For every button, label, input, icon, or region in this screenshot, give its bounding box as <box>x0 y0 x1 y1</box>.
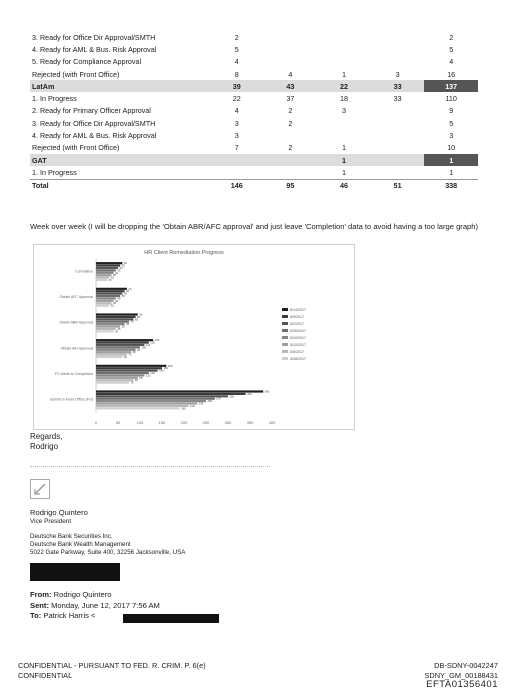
table-row <box>30 68 478 80</box>
row-value <box>317 129 371 141</box>
chart-data-label: 110 <box>145 342 151 347</box>
row-value <box>371 105 425 117</box>
chart-bar <box>96 354 127 356</box>
row-value: 10 <box>447 143 456 153</box>
status-table <box>30 31 478 192</box>
chart-category-label: Obtain ABR Approval <box>59 320 93 325</box>
chart-data-label: 140 <box>159 368 164 373</box>
chart-data-label: 230 <box>198 401 204 406</box>
row-value: 146 <box>210 179 264 192</box>
chart-data-label: 35 <box>112 273 117 278</box>
table-row <box>30 179 478 192</box>
chart-data-label: 85 <box>134 317 139 322</box>
chart-bar <box>96 293 122 295</box>
chart-legend-swatch <box>282 315 288 318</box>
row-value <box>264 56 318 68</box>
signature-company-1: Deutsche Bank Securities Inc. <box>30 533 113 540</box>
row-value: 3 <box>341 106 346 116</box>
row-value: 3 <box>395 69 400 79</box>
row-label: 1. In Progress <box>32 167 77 177</box>
chart-data-label: 25 <box>108 277 112 282</box>
row-label: Rejected (with Front Office) <box>32 69 120 79</box>
chart-data-label: 90 <box>137 347 141 352</box>
row-value: 4 <box>449 57 454 67</box>
chart-legend-label: 6/2/2017 <box>290 322 304 326</box>
table-row <box>30 117 478 129</box>
chart-bar <box>96 372 149 374</box>
progress-chart-svg <box>34 245 354 429</box>
row-value <box>317 43 371 55</box>
chart-bar <box>96 272 114 274</box>
chart-data-label: 75 <box>130 319 134 324</box>
chart-data-label: 40 <box>115 270 119 275</box>
chart-bar <box>96 379 133 381</box>
chart-data-label: 50 <box>119 265 123 270</box>
footer-efta: EFTA01356401 <box>426 679 498 690</box>
row-value <box>210 166 264 179</box>
chart-data-label: 65 <box>126 322 130 327</box>
chart-data-label: 120 <box>150 371 155 376</box>
row-label: 5. Ready for Compliance Approval <box>32 57 142 67</box>
chart-bar <box>96 302 111 304</box>
row-value <box>371 129 425 141</box>
row-value: 4 <box>234 57 239 67</box>
chart-category-label: Obtain AID Approval <box>60 346 93 351</box>
row-value: 5 <box>234 44 239 54</box>
chart-legend-swatch <box>282 308 288 311</box>
chart-data-label: 95 <box>139 312 143 317</box>
chart-bar <box>96 279 107 281</box>
chart-data-label: 40 <box>115 298 119 303</box>
regards-name: Rodrigo <box>30 442 59 451</box>
row-value: 338 <box>424 179 478 192</box>
chart-bar <box>96 328 116 330</box>
chart-x-tick: 50 <box>115 420 121 425</box>
email-to: To: Patrick Harris < <box>30 611 96 620</box>
email-sent: Sent: Monday, June 12, 2017 7:56 AM <box>30 600 160 610</box>
row-value <box>371 117 425 129</box>
row-value: 7 <box>234 143 239 153</box>
row-label: 4. Ready for AML & Bus. Risk Approval <box>32 44 157 54</box>
chart-legend-label: 6/14/2017 <box>290 308 306 312</box>
row-value: 22 <box>232 94 241 104</box>
footer-confidential-1: CONFIDENTIAL - PURSUANT TO FED. R. CRIM. P. 6(e) <box>18 661 206 670</box>
chart-data-label: 35 <box>112 301 117 306</box>
row-label: 3. Ready for Office Dir Approval/SMTH <box>32 118 156 128</box>
chart-bar <box>96 356 122 358</box>
chart-data-label: 250 <box>207 399 213 404</box>
chart-data-label: 45 <box>117 296 121 301</box>
chart-bar <box>96 300 114 302</box>
chart-bar <box>96 367 162 369</box>
chart-data-label: 95 <box>139 375 143 380</box>
row-value <box>264 154 318 166</box>
row-value: 37 <box>286 94 295 104</box>
row-value: 2 <box>288 143 293 153</box>
chart-bar <box>96 264 120 266</box>
row-value: 33 <box>371 80 425 92</box>
chart-category-label: Submit to Front Office (FO) <box>49 397 93 402</box>
row-value: 2 <box>449 32 454 42</box>
row-value: 3 <box>449 131 454 141</box>
row-value <box>264 129 318 141</box>
row-value <box>264 43 318 55</box>
table-row <box>30 105 478 117</box>
row-value: 39 <box>210 80 264 92</box>
chart-bar <box>96 344 144 346</box>
email-from: From: Rodrigo Quintero <box>30 590 112 599</box>
chart-bar <box>96 382 129 384</box>
chart-bar <box>96 321 129 323</box>
footer-left <box>18 661 206 680</box>
progress-chart <box>33 244 355 430</box>
chart-bar <box>96 277 109 279</box>
chart-bar <box>96 274 111 276</box>
row-label: Rejected (with Front Office) <box>32 143 120 153</box>
chart-bar <box>96 400 206 402</box>
row-value: 1 <box>317 154 371 166</box>
chart-bar <box>96 313 138 315</box>
table-row <box>30 43 478 55</box>
redaction-box-email <box>123 614 219 623</box>
chart-legend-swatch <box>282 350 288 353</box>
chart-data-label: 45 <box>117 326 121 331</box>
footer-confidential-2: CONFIDENTIAL <box>18 670 73 680</box>
chart-bar <box>96 407 180 409</box>
chart-data-label: 70 <box>128 286 132 291</box>
table-row <box>30 154 478 166</box>
signature-name: Rodrigo Quintero <box>30 508 88 517</box>
chart-data-label: 75 <box>130 380 134 385</box>
row-value: 1 <box>424 154 478 166</box>
chart-x-tick: 350 <box>246 420 254 425</box>
row-value: 4 <box>288 69 293 79</box>
regards-text: Regards, <box>30 432 63 441</box>
chart-data-label: 55 <box>121 294 125 299</box>
row-value: 1 <box>341 143 346 153</box>
chart-legend-label: 4/28/2017 <box>290 357 306 361</box>
row-value <box>317 117 371 129</box>
chart-data-label: 90 <box>137 314 141 319</box>
row-value: 2 <box>288 118 293 128</box>
chart-x-tick: 400 <box>268 420 276 425</box>
row-value: 5 <box>449 118 454 128</box>
chart-x-tick: 100 <box>136 420 144 425</box>
signature-street: 5022 Gate Parkway, Suite 400, 32256 Jacksonville, USA <box>30 549 186 556</box>
chart-data-label: 270 <box>216 396 221 401</box>
chart-category-label: FO Alerts to Completion <box>54 372 93 377</box>
row-label: Total <box>30 179 210 192</box>
chart-bar <box>96 405 188 407</box>
row-value: 95 <box>264 179 318 192</box>
chart-data-label: 60 <box>123 261 128 266</box>
chart-legend-label: 5/19/2017 <box>290 336 306 340</box>
chart-data-label: 45 <box>117 268 121 273</box>
chart-bar <box>96 346 140 348</box>
row-value <box>371 31 425 43</box>
chart-category-label: Cumulative <box>75 269 93 274</box>
chart-data-label: 210 <box>189 403 195 408</box>
footer-bates-2: SDNY_GM_00188431 <box>424 670 498 680</box>
table-row <box>30 142 478 154</box>
chart-bar <box>96 377 138 379</box>
row-value: 4 <box>234 106 239 116</box>
row-label: 4. Ready for AML & Bus. Risk Approval <box>32 131 157 141</box>
signature-title: Vice President <box>30 518 72 525</box>
row-value: 3 <box>234 118 239 128</box>
chart-x-tick: 150 <box>158 420 166 425</box>
chart-bar <box>96 305 109 307</box>
redaction-box <box>30 563 120 581</box>
chart-x-tick: 300 <box>224 420 232 425</box>
broken-image-icon <box>30 479 50 499</box>
signature-company-2: Deutsche Bank Wealth Management <box>30 541 131 548</box>
chart-data-label: 380 <box>264 389 270 394</box>
row-value: 2 <box>288 106 293 116</box>
row-value <box>371 142 425 154</box>
chart-bar <box>96 402 197 404</box>
row-label: 1. In Progress <box>32 94 77 104</box>
chart-bar <box>96 341 149 343</box>
table-row <box>30 31 478 43</box>
table-row <box>30 129 478 141</box>
row-value: 1 <box>341 69 346 79</box>
chart-bar <box>96 318 133 320</box>
chart-x-tick: 200 <box>180 420 188 425</box>
week-over-week-note: Week over week (I will be dropping the 'Obtain ABR/AFC approval' and just leave 'Completion' data to avoid having a too large graph) <box>30 222 479 231</box>
chart-category-label: Obtain AFC Approval <box>59 295 93 300</box>
row-label: LatAm <box>30 80 210 92</box>
chart-bar <box>96 323 125 325</box>
chart-legend-label: 5/12/2017 <box>290 343 306 347</box>
chart-data-label: 60 <box>123 291 128 296</box>
chart-data-label: 300 <box>229 394 235 399</box>
chart-bar <box>96 290 125 292</box>
chart-bar <box>96 370 158 372</box>
row-value: 9 <box>449 106 454 116</box>
chart-bar <box>96 374 144 376</box>
row-value: 3 <box>234 131 239 141</box>
chart-bar <box>96 398 215 400</box>
chart-bar <box>96 393 246 395</box>
row-value: 110 <box>445 94 457 104</box>
chart-data-label: 100 <box>141 345 147 350</box>
table-row <box>30 56 478 68</box>
chart-bar <box>96 297 116 299</box>
chart-data-label: 110 <box>145 373 151 378</box>
chart-title: HR Client Remediation Progress <box>144 250 224 256</box>
row-value <box>264 31 318 43</box>
row-value <box>371 166 425 179</box>
chart-bar <box>96 390 263 392</box>
row-value: 46 <box>317 179 371 192</box>
chart-data-label: 30 <box>110 303 114 308</box>
table-row <box>30 80 478 92</box>
chart-legend-swatch <box>282 343 288 346</box>
chart-legend-label: 5/26/2017 <box>290 329 306 333</box>
chart-data-label: 65 <box>126 289 130 294</box>
row-value <box>371 56 425 68</box>
chart-data-label: 340 <box>247 391 252 396</box>
row-value: 22 <box>317 80 371 92</box>
chart-data-label: 190 <box>181 406 186 411</box>
chart-legend-swatch <box>282 329 288 332</box>
chart-legend-label: 5/5/2017 <box>290 350 304 354</box>
chart-data-label: 55 <box>121 263 125 268</box>
row-value <box>264 166 318 179</box>
chart-bar <box>96 365 166 367</box>
chart-data-label: 120 <box>150 340 155 345</box>
row-value: 1 <box>449 167 454 177</box>
row-value: 5 <box>449 44 454 54</box>
signature-address <box>30 533 185 557</box>
footer-right <box>424 661 498 690</box>
row-value: 51 <box>371 179 425 192</box>
chart-bar <box>96 288 127 290</box>
chart-data-label: 130 <box>154 338 160 343</box>
chart-data-label: 150 <box>163 366 169 371</box>
chart-data-label: 30 <box>110 275 114 280</box>
chart-legend-swatch <box>282 336 288 339</box>
row-value: 1 <box>341 167 346 177</box>
chart-data-label: 80 <box>132 350 136 355</box>
row-value <box>317 31 371 43</box>
row-value <box>317 56 371 68</box>
row-label: 2. Ready for Primary Officer Approval <box>32 106 151 116</box>
chart-data-label: 70 <box>128 352 132 357</box>
row-value: 43 <box>264 80 318 92</box>
row-value <box>210 154 264 166</box>
chart-bar <box>96 395 228 397</box>
chart-bar <box>96 262 122 264</box>
row-label: 3. Ready for Office Dir Approval/SMTH <box>32 32 156 42</box>
row-value: 18 <box>339 94 348 104</box>
row-value: 137 <box>424 80 478 92</box>
chart-x-tick: 250 <box>202 420 210 425</box>
row-value: 16 <box>447 69 456 79</box>
footer-bates-1: DB-SDNY-0042247 <box>434 661 498 670</box>
chart-bar <box>96 339 153 341</box>
chart-data-label: 160 <box>167 363 173 368</box>
signature-divider <box>30 466 270 467</box>
chart-data-label: 40 <box>115 329 119 334</box>
table-row <box>30 166 478 179</box>
chart-legend-swatch <box>282 322 288 325</box>
chart-bar <box>96 330 114 332</box>
chart-bar <box>96 269 116 271</box>
row-value <box>371 154 425 166</box>
chart-data-label: 60 <box>123 354 128 359</box>
table-row <box>30 92 478 104</box>
chart-legend-label: 6/9/2017 <box>290 315 304 319</box>
row-value <box>371 43 425 55</box>
row-label: GAT <box>30 154 210 166</box>
row-value: 33 <box>393 94 402 104</box>
row-value: 2 <box>234 32 239 42</box>
chart-bar <box>96 316 136 318</box>
chart-bar <box>96 267 118 269</box>
chart-bar <box>96 351 131 353</box>
chart-bar <box>96 349 136 351</box>
chart-data-label: 85 <box>134 378 139 383</box>
chart-legend-swatch <box>282 357 288 360</box>
row-value: 8 <box>234 69 239 79</box>
chart-data-label: 55 <box>121 324 125 329</box>
regards-block <box>30 432 62 452</box>
chart-x-tick: 0 <box>94 420 98 425</box>
